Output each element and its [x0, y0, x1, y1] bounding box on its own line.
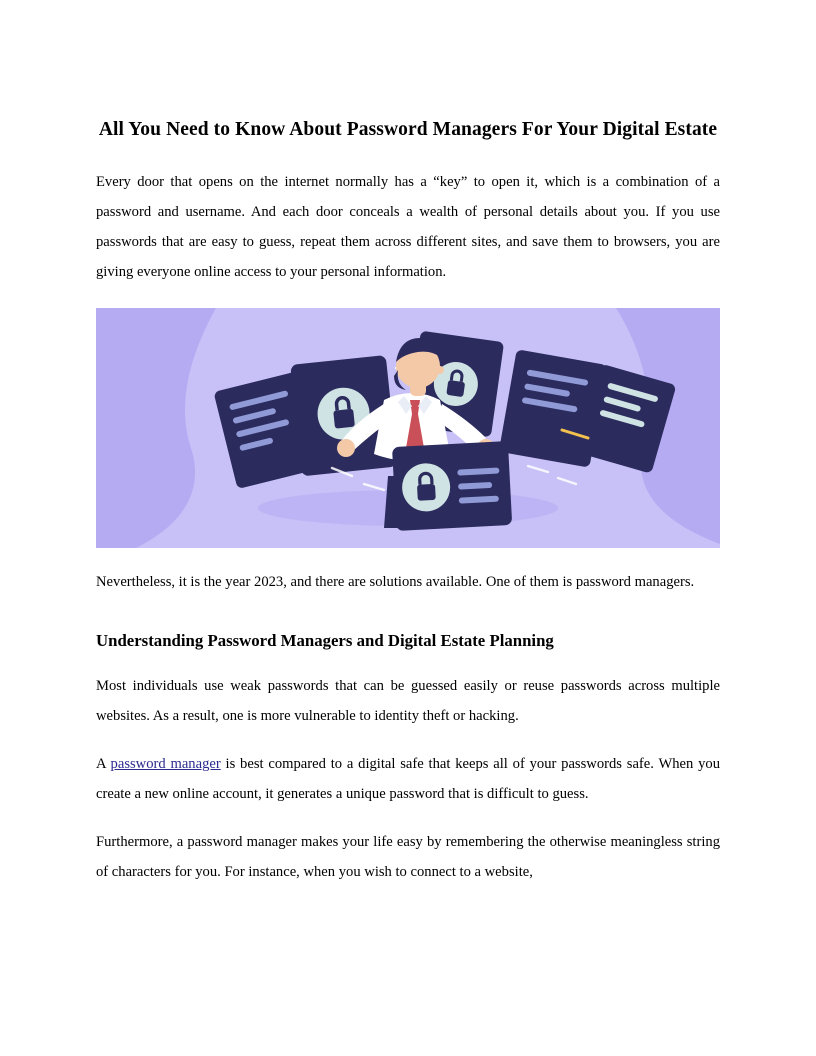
- password-manager-link[interactable]: password manager: [110, 756, 221, 773]
- paragraph-after-image: Nevertheless, it is the year 2023, and there are solutions available. One of them is password managers.: [96, 573, 695, 590]
- figure-password-illustration: [96, 308, 720, 548]
- paragraph-digital-safe-lead: A: [96, 756, 111, 773]
- paragraph-weak-passwords: Most individuals use weak passwords that can be guessed easily or reuse passwords across multiple websites. As a result, one is more vulnerable to identity theft or hacking.: [96, 678, 720, 725]
- paragraph-intro: Every door that opens on the internet normally has a “key” to open it, which is a combination of a password and username. And each door conceals a wealth of personal details about you. If you use passwords that are easy to guess, repeat them across different sites, and save them to browsers, you are giving everyone online access to your personal information.: [96, 173, 720, 280]
- illustration-svg: [96, 308, 720, 548]
- paragraph-digital-safe: [96, 750, 720, 810]
- paragraph-digital-safe-rest: is best compared to a digital safe that keeps all of your passwords safe. When you create a new online account, it generates a unique password that is difficult to guess.: [96, 756, 720, 803]
- paragraph-furthermore: Furthermore, a password manager makes your life easy by remembering the otherwise meaningless string of characters for you. For instance, when you wish to connect to a website,: [96, 834, 720, 880]
- section-heading-understanding: Understanding Password Managers and Digital Estate Planning: [96, 630, 554, 650]
- page-title: All You Need to Know About Password Managers For Your Digital Estate: [98, 119, 718, 140]
